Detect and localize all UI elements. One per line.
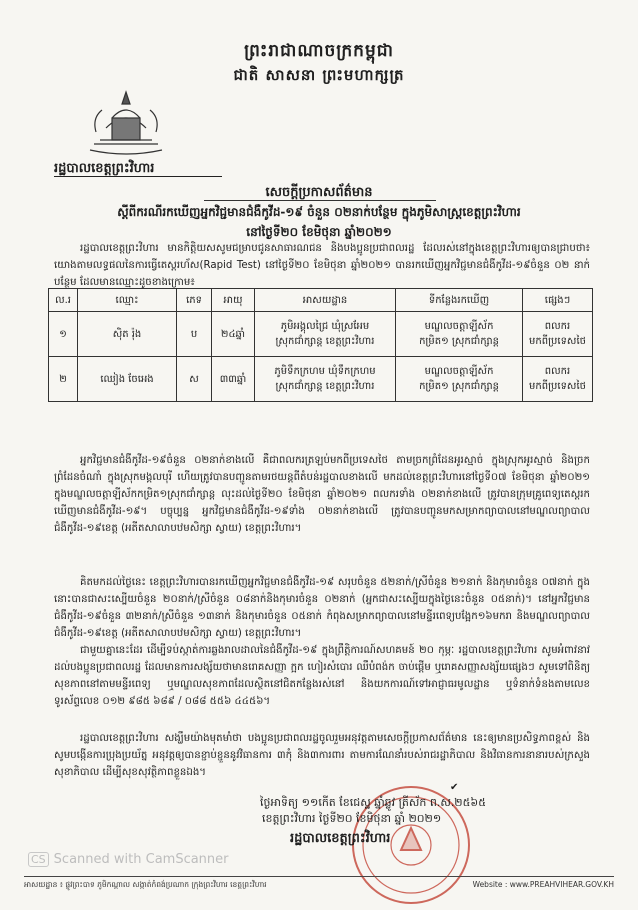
found-line-2: កម្រិត១ ស្រុកជាំក្សាន្ត bbox=[419, 336, 499, 347]
cell-name: ស៊ិត រ៉ុង bbox=[78, 312, 177, 357]
note-line-2: មកពីប្រទេសថៃ bbox=[529, 381, 586, 392]
body-paragraph-3: ជាមួយគ្នានេះដែរ ដើម្បីទប់ស្កាត់ការឆ្លងរាលដាលនៃជំងឺកូវីដ-១៩ ក្នុងព្រឹត្តិការណ៍សហគមន៍ ២០ កុម្ភៈ រដ្ឋបាលខេត្តព្រះវិហារ សូមអំពាវនាវដល់បងប្អូនប្រជាពលរដ្ឋ ដែលមានការសង្ស័យថាមានរោគសញ្ញា ក្អក ហៀរសំបោរ ឈឺបំពង់ក ចាប់ផ្តើម ឬរោគសញ្ញាសង្ស័យផ្សេងៗ សូមទៅពិនិត្យសុខភាពនៅតាមមន្ទីរពេទ្យ ឬមណ្ឌលសុខភាពដែលស្ថិតនៅជិតកន្លែងរស់នៅ និងយកការណ៍ទៅអាជ្ញាធរមូលដ្ឋាន ឬទំនាក់ទំនងតាមលេខទូរស័ព្ទលេខ ០១២ ៩៨៥ ៦៨៩ / ០៨៨ ៥៥៦ ៤៤៥៦។ bbox=[54, 645, 590, 707]
document-date-line: នៅថ្ងៃទី២០ ខែមិថុនា ឆ្នាំ២០២១ bbox=[246, 225, 392, 239]
address-line-1: ភូមិទឹកក្រហម ឃុំទឹកក្រហម bbox=[274, 366, 376, 377]
cell-no: ១ bbox=[49, 312, 78, 357]
address-line-1: ភូមិអង្គុលជ្រៃ ឃុំស្រអែម bbox=[280, 321, 370, 332]
table-row bbox=[49, 357, 593, 402]
camscanner-watermark bbox=[28, 852, 229, 867]
found-line-1: មណ្ឌលចត្តាឡីស័ក bbox=[424, 366, 494, 377]
royal-emblem-icon bbox=[82, 88, 170, 156]
cell-found bbox=[396, 357, 523, 402]
lunar-date: ថ្ងៃអាទិត្យ ១១កើត ខែជេស្ឋ ឆ្នាំឆ្លូវ ត្រីស័ក ព.ស.២៥៦៥ bbox=[260, 796, 486, 809]
body-paragraph-2: គិតមកដល់ថ្ងៃនេះ ខេត្តព្រះវិហារបានរកឃើញអ្នកវិជ្ជមានជំងឺកូវីដ-១៩ សរុបចំនួន ៥២នាក់/ស្រីចំនួន ២១នាក់ និងកុមារចំនួន ០៧នាក់ ក្នុងនោះបានជាសះស្បើយចំនួន ២០នាក់/ស្រីចំនួន ០៨នាក់និងកុមារចំនួន ០២នាក់ (អ្នកជាសះស្បើយក្នុងថ្ងៃនេះចំនួន ០៥នាក់)។ នៅអ្នកវិជ្ជមានជំងឺកូវីដ-១៩ចំនួន ៣២នាក់/ស្រីចំនួន ១៣នាក់ និងកុមារចំនួន ០៥នាក់ កំពុងសម្រាកព្យាបាលនៅមន្ទីរពេទ្យបង្អែក១៦មករា និងមណ្ឌលព្យាបាលជំងឺកូវីដ-១៩ខេត្ត (អតីតសាលាបឋមសិក្សា ស្វាយ) ខេត្តព្រះវិហារ។ bbox=[54, 577, 590, 639]
address-line-2: ស្រុកជាំក្សាន្ត ខេត្តព្រះវិហារ bbox=[275, 381, 375, 392]
cell-no: ២ bbox=[49, 357, 78, 402]
note-line-1: ពលករ bbox=[544, 366, 571, 377]
col-header-age: អាយុ bbox=[212, 289, 255, 312]
footer-divider bbox=[24, 876, 614, 877]
note-line-2: មកពីប្រទេសថៃ bbox=[529, 336, 586, 347]
intro-paragraph: រដ្ឋបាលខេត្តព្រះវិហារ មានកិត្តិយសសូមជម្រាបជូនសាធារណជន និងបងប្អូនប្រជាពលរដ្ឋ ដែលរស់នៅក្នុងខេត្តព្រះវិហារឲ្យបានជ្រាបថា៖ យោងតាមលទ្ធផលនៃការធ្វើតេស្តរហ័ស(Rapid Test) នៅថ្ងៃទី២០ ខែមិថុនា ឆ្នាំ២០២១ បានរកឃើញអ្នកវិជ្ជមានជំងឺកូវីដ-១៩ចំនួន ០២ នាក់បន្ថែម ដែលមានឈ្មោះដូចខាងក្រោម៖ bbox=[54, 243, 590, 288]
document-subject: ស្តីពីករណីរកឃើញអ្នកវិជ្ជមានជំងឺកូវីដ-១៩ ចំនួន ០២នាក់បន្ថែម ក្នុងភូមិសាស្ត្រខេត្តព្រះវិហារ bbox=[117, 205, 521, 219]
cell-age: ៣៣ឆ្នាំ bbox=[212, 357, 255, 402]
note-line-1: ពលករ bbox=[544, 321, 571, 332]
cases-table bbox=[48, 288, 593, 402]
address-line-2: ស្រុកជាំក្សាន្ត ខេត្តព្រះវិហារ bbox=[275, 336, 375, 347]
issuer-underline bbox=[54, 176, 222, 177]
col-header-found: ទីកន្លែងរកឃើញ bbox=[396, 289, 523, 312]
cell-found bbox=[396, 312, 523, 357]
signature-title: រដ្ឋបាលខេត្តព្រះវិហារ bbox=[290, 831, 391, 846]
title-underline bbox=[204, 200, 436, 201]
national-motto: ជាតិ សាសនា ព្រះមហាក្សត្រ bbox=[233, 66, 405, 84]
col-header-name: ឈ្មោះ bbox=[78, 289, 177, 312]
body-paragraph-1: អ្នកវិជ្ជមានជំងឺកូវីដ-១៩ចំនួន ០២នាក់ខាងលើ គឺជាពលករត្រឡប់មកពីប្រទេសថៃ តាមច្រកព្រំដែនអូរស្មាច់ ក្នុងស្រុកអូរស្មាច់ និងច្រកព្រំដែនចំណាំ ក្នុងស្រុកមង្គលបុរី ហើយត្រូវបានបញ្ជូនតាមរថយន្តពីតំបន់រដ្ឋបាលខាងលើ មកដល់ខេត្តព្រះវិហារនៅថ្ងៃទី០៧ ខែមិថុនា ឆ្នាំ២០២១ ក្នុងមណ្ឌលចត្តាឡីស័កកម្រិត១ស្រុកជាំក្សាន្ត លុះដល់ថ្ងៃទី២០ ខែមិថុនា ឆ្នាំ២០២១ ពលករទាំង ០២នាក់ខាងលើ ត្រូវបានក្រុមគ្រូពេទ្យតេស្តរកឃើញមានជំងឺកូវីដ-១៩។ បច្ចុប្បន្ន អ្នកវិជ្ជមានជំងឺកូវីដ-១៩ទាំង ០២នាក់ខាងលើ ត្រូវបានបញ្ជូនមកសម្រាកព្យាបាលនៅមណ្ឌលព្យាបាលជំងឺកូវីដ-១៩ខេត្ត (អតីតសាលាបឋមសិក្សា ស្វាយ) ខេត្តព្រះវិហារ។ bbox=[54, 455, 590, 534]
issuer-label: រដ្ឋបាលខេត្តព្រះវិហារ bbox=[54, 161, 155, 176]
footer-website: Website : www.PREAHVIHEAR.GOV.KH bbox=[472, 880, 614, 889]
solar-date: ខេត្តព្រះវិហារ ថ្ងៃទី២០ ខែមិថុនា ឆ្នាំ ២០២១ bbox=[262, 812, 442, 825]
document-title: សេចក្តីប្រកាសព័ត៌មាន bbox=[265, 185, 373, 200]
cell-sex: ប bbox=[177, 312, 212, 357]
table-row bbox=[49, 312, 593, 357]
footer-address: អាសយដ្ឋាន ៖ ផ្លូវព្រះបាទ ភូមិកណ្តាល សង្កាត់កំពង់ប្រណាក ក្រុងព្រះវិហារ ខេត្តព្រះវិហារ bbox=[24, 880, 267, 889]
cell-sex: ស bbox=[177, 357, 212, 402]
col-header-note: ផ្សេងៗ bbox=[523, 289, 593, 312]
camscanner-text: Scanned with CamScanner bbox=[53, 852, 229, 867]
col-header-address: អាសយដ្ឋាន bbox=[255, 289, 396, 312]
table-header-row bbox=[49, 289, 593, 312]
found-line-2: កម្រិត១ ស្រុកជាំក្សាន្ត bbox=[419, 381, 499, 392]
cell-address bbox=[255, 312, 396, 357]
cell-address bbox=[255, 357, 396, 402]
signature-mark: ✔ bbox=[450, 782, 459, 793]
kingdom-heading: ព្រះរាជាណាចក្រកម្ពុជា bbox=[244, 41, 394, 61]
camscanner-badge: CS bbox=[28, 852, 49, 867]
found-line-1: មណ្ឌលចត្តាឡីស័ក bbox=[424, 321, 494, 332]
col-header-sex: ភេទ bbox=[177, 289, 212, 312]
col-header-no: ល.រ bbox=[49, 289, 78, 312]
body-paragraph-4: រដ្ឋបាលខេត្តព្រះវិហារ សង្ឃឹមយ៉ាងមុតមាំថា បងប្អូនប្រជាពលរដ្ឋចូលរួមអនុវត្តតាមសេចក្តីប្រកាសព័ត៌មាន នេះឲ្យមានប្រសិទ្ធភាពខ្ពស់ និងសូមបង្កើនការប្រុងប្រយ័ត្ន អនុវត្តឲ្យបានខ្ជាប់ខ្ជួននូវវិធានការ ៣កុំ និង៣ការពារ តាមការណែនាំរបស់រាជរដ្ឋាភិបាល និងវិធានការនានារបស់ក្រសួងសុខាភិបាល ដើម្បីសុខសុវត្ថិភាពខ្លួនឯង។ bbox=[54, 733, 590, 778]
cell-age: ២៤ឆ្នាំ bbox=[212, 312, 255, 357]
cell-name: ឈៀង ចែអេង bbox=[78, 357, 177, 402]
cell-note bbox=[523, 312, 593, 357]
footer bbox=[24, 880, 614, 891]
cell-note bbox=[523, 357, 593, 402]
